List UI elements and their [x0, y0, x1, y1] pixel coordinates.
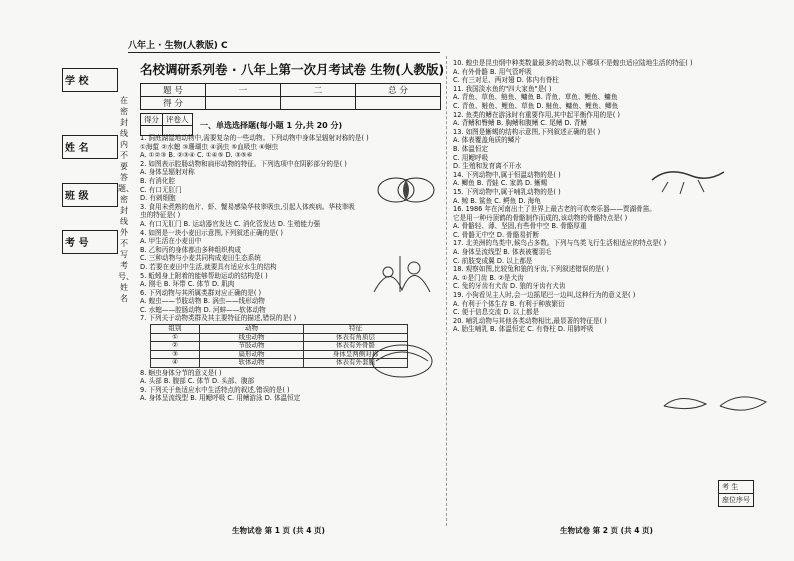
score-head-2: 二 — [281, 84, 356, 97]
question-line: C. 用鳃呼吸 — [453, 153, 489, 162]
q7-cell: ① — [151, 333, 200, 342]
question-line: D. 若要在麦田中生活,就要具有适应水生的结构 — [140, 262, 277, 271]
lizard-figure — [648, 158, 728, 198]
question-line: 1. 洞庭湖湿地动物中,需要复杂的一些动物。下列动物中身体呈辐射对称的是( ) — [140, 134, 369, 142]
q7-cell: 身体呈两侧对称 — [304, 350, 408, 359]
q7-cell: 扁形动物 — [200, 350, 304, 359]
question-line: 8. 蛔虫身体分节的意义是( ) — [140, 368, 222, 377]
question-line: C. 三种动物与小麦共同构成麦田生态系统 — [140, 254, 261, 263]
question-line: 18. 观察如图,比较兔和狼的牙齿,下列叙述错误的是( ) — [453, 265, 609, 274]
question-line: 15. 下列动物中,属于哺乳动物的是( ) — [453, 187, 561, 196]
question-line: 4. 如图是一块小麦田示意图,下列叙述正确的是( ) — [140, 228, 284, 237]
score-head-3: 总 分 — [356, 84, 441, 97]
question-line: A. 有利于个体生存 B. 有利于种族繁衍 — [453, 299, 565, 308]
footer-page-2: 生物试卷 第 2 页 (共 4 页) — [560, 526, 653, 535]
question-line: 10. 蝗虫是昆虫纲中种类数量最多的动物,以下哪项不是蝗虫适应陆地生活的特征( ) — [453, 59, 693, 67]
question-line: A. 身体呈流线型 B. 体表被覆羽毛 — [453, 248, 552, 257]
question-line: B. 体温恒定 — [453, 144, 489, 153]
question-line: A. 鲫鱼 B. 青蛙 C. 家鸽 D. 蜥蜴 — [453, 179, 548, 188]
question-line: 16. 1986 年在河南出土了世界上最古老的可吹奏乐器——贾湖骨笛。 — [453, 205, 656, 214]
q7-head: 组别 — [151, 325, 200, 334]
question-line: 12. 鱼类的鳍在游泳时有重要作用,其中起平衡作用的是( ) — [453, 110, 620, 119]
q7-cell: ④ — [151, 359, 200, 368]
q7-head: 动物 — [200, 325, 304, 334]
q7-cell: 节肢动物 — [200, 342, 304, 351]
question-line: A. 骨骼轻、薄、坚固,有些骨中空 B. 骨骼厚重 — [453, 222, 587, 231]
binding-examno-label: 考 号 — [65, 238, 89, 249]
q7-cell: 体表有外骨骼 — [304, 342, 408, 351]
question-line: 虫的特征是( ) — [140, 211, 181, 220]
question-line: 9. 下列关于鱼适应水中生活特点的叙述,错误的是( ) — [140, 385, 290, 394]
question-line: B. 乙和丙的身体都由多种组织构成 — [140, 245, 242, 254]
score-cell[interactable] — [356, 97, 441, 110]
binding-school-box — [62, 68, 118, 92]
question-line: 13. 如图是蜥蜴的结构示意图,下列叙述正确的是( ) — [453, 127, 601, 136]
question-line: A. 青鱼、草鱼、鲢鱼、鳙鱼 B. 青鱼、草鱼、鲤鱼、鳙鱼 — [453, 93, 618, 102]
q7-cell: 体表有角质层 — [304, 333, 408, 342]
question-line: 11. 我国淡水鱼的"四大家鱼"是( ) — [453, 84, 552, 93]
q7-cell: 软体动物 — [200, 359, 304, 368]
question-line: C. 便于信息交流 D. 以上都是 — [453, 308, 540, 317]
question-line: C. 青鱼、鲢鱼、鲤鱼、草鱼 D. 鲢鱼、鳙鱼、鲤鱼、鲫鱼 — [453, 101, 619, 110]
binding-class-box-dup — [62, 183, 118, 207]
header-rule — [128, 52, 440, 53]
question-line: D. 生殖和发育离不开水 — [453, 162, 522, 171]
question-line: 17. 北美洲的鸟类中,候鸟占多数。下列与鸟类飞行生活相适应的特点是( ) — [453, 239, 667, 248]
footer-page-1: 生物试卷 第 1 页 (共 4 页) — [232, 526, 325, 535]
q7-cell: ③ — [151, 350, 200, 359]
q7-cell: 体表有外套膜 — [304, 359, 408, 368]
question-line: 3. 食用未煮熟的鱼片、虾、蟹易感染华枝睾吸虫,引起人体疾病。华枝睾吸 — [140, 202, 355, 211]
score-cell[interactable] — [206, 97, 281, 110]
question-line: A. 甲生活在小麦田中 — [140, 237, 202, 246]
score-cell[interactable] — [281, 97, 356, 110]
question-line: 7. 下列关于动物类群及其主要特征的描述,错误的是( ) — [140, 314, 297, 323]
question-line: C. 有口无肛门 — [140, 185, 182, 194]
seat-label: 座位序号 — [719, 494, 754, 507]
section-one-heading: 一、单选选择题(每小题 1 分,共 20 分) — [200, 121, 343, 130]
grader-score-label: 得分 — [141, 114, 163, 126]
page-divider — [446, 56, 447, 526]
question-line: C. 前肢变成翼 D. 以上都是 — [453, 256, 533, 265]
question-line: 5. 蚯蚓身上附着的能够帮助运动的结构是( ) — [140, 271, 268, 280]
question-line: A. 刚毛 B. 环带 C. 体节 D. 肌肉 — [140, 280, 235, 289]
question-line: 19. 小狗看见主人时,会一边摇尾巴一边叫,这种行为的意义是( ) — [453, 291, 636, 300]
grader-person-label: 评卷人 — [163, 114, 193, 126]
q7-cell: ② — [151, 342, 200, 351]
question-line: A. ①②③ B. ②③④ C. ①④⑤ D. ③⑤⑥ — [140, 151, 253, 160]
score-head-0: 题 号 — [141, 84, 206, 97]
question-line: A. 头部 B. 腹部 C. 体节 D. 头部、腹部 — [140, 377, 255, 386]
question-line: A. 有外骨骼 B. 用气管呼吸 — [453, 67, 532, 76]
venn-figure — [376, 175, 436, 205]
question-line: A. 身体呈流线型 B. 用鳃呼吸 C. 用鳍游泳 D. 体温恒定 — [140, 394, 301, 403]
question-line: 它是用一种丹顶鹤的骨骼制作而成的,该动物的骨骼特点是( ) — [453, 213, 628, 222]
question-line: C. 有三对足、两对翅 D. 体内有脊柱 — [453, 76, 559, 85]
question-line: A. 鲸 B. 鲨鱼 C. 鳄鱼 D. 海龟 — [453, 196, 541, 205]
question-line: 2. 如图表示腔肠动物和扁形动物的特征。下列选项中在阴影部分的是( ) — [140, 159, 347, 168]
question-line: A. ①是门齿 B. ②是犬齿 — [453, 273, 524, 282]
question-line: C. 骨骼无中空 D. 骨骼易折断 — [453, 230, 540, 239]
question-line: ①海蜇 ②水螅 ③珊瑚虫 ④涡虫 ⑤血吸虫 ⑥蛔虫 — [140, 142, 279, 151]
q7-head: 特征 — [304, 325, 408, 334]
q7-cell: 线虫动物 — [200, 333, 304, 342]
teeth-figure — [660, 386, 770, 426]
question-line: A. 体表覆盖角质的鳞片 — [453, 136, 521, 145]
binding-vertical-text: 在密封线内不要答题、密封线外不写考号、姓名 — [118, 96, 134, 303]
grader-table — [140, 113, 193, 136]
question-line: A. 胎生哺乳 B. 体温恒定 C. 有脊柱 D. 用肺呼吸 — [453, 325, 594, 334]
question-line: 6. 下列动物与其所属类群对应正确的是( ) — [140, 288, 262, 297]
question-line: A. 背鳍和臀鳍 B. 胸鳍和腹鳍 C. 尾鳍 D. 背鳍 — [453, 119, 587, 128]
question-line: B. 有消化腔 — [140, 176, 176, 185]
page-title: 名校调研系列卷 · 八年上第一次月考试卷 生物(人教版) — [140, 62, 445, 77]
binding-school-label: 学 校 — [65, 76, 89, 87]
question-line: C. 兔的牙齿有犬齿 D. 狼的牙齿有犬齿 — [453, 282, 566, 291]
binding-class-label: 班 级 — [65, 191, 89, 202]
score-head-1: 一 — [206, 84, 281, 97]
question-line: A. 身体呈辐射对称 — [140, 168, 195, 177]
header-top-text: 八年上 · 生物(人教版) C — [128, 41, 228, 51]
question-line: D. 有刺细胞 — [140, 194, 176, 203]
score-table — [140, 83, 441, 110]
binding-name-box — [62, 135, 118, 159]
binding-name-label: 姓 名 — [65, 143, 89, 154]
score-label: 得 分 — [141, 97, 206, 110]
question-line: A. 有口无肛门 B. 运动器官发达 C. 消化管发达 D. 生殖能力强 — [140, 219, 321, 228]
wheat-field-figure — [370, 252, 434, 296]
question-line: 14. 下列动物中,属于恒温动物的是( ) — [453, 170, 561, 179]
binding-examno-box — [62, 230, 118, 254]
question-line: C. 水螅——腔肠动物 D. 河蚌——软体动物 — [140, 305, 266, 314]
seat-label: 考 生 — [719, 481, 754, 494]
question-line: A. 蝗虫——节肢动物 B. 涡虫——线形动物 — [140, 297, 265, 306]
question-line: 20. 哺乳动物与其他各类动物相比,最显著的特征是( ) — [453, 316, 607, 325]
seat-number-table — [718, 480, 754, 507]
earthworm-figure — [366, 335, 438, 383]
